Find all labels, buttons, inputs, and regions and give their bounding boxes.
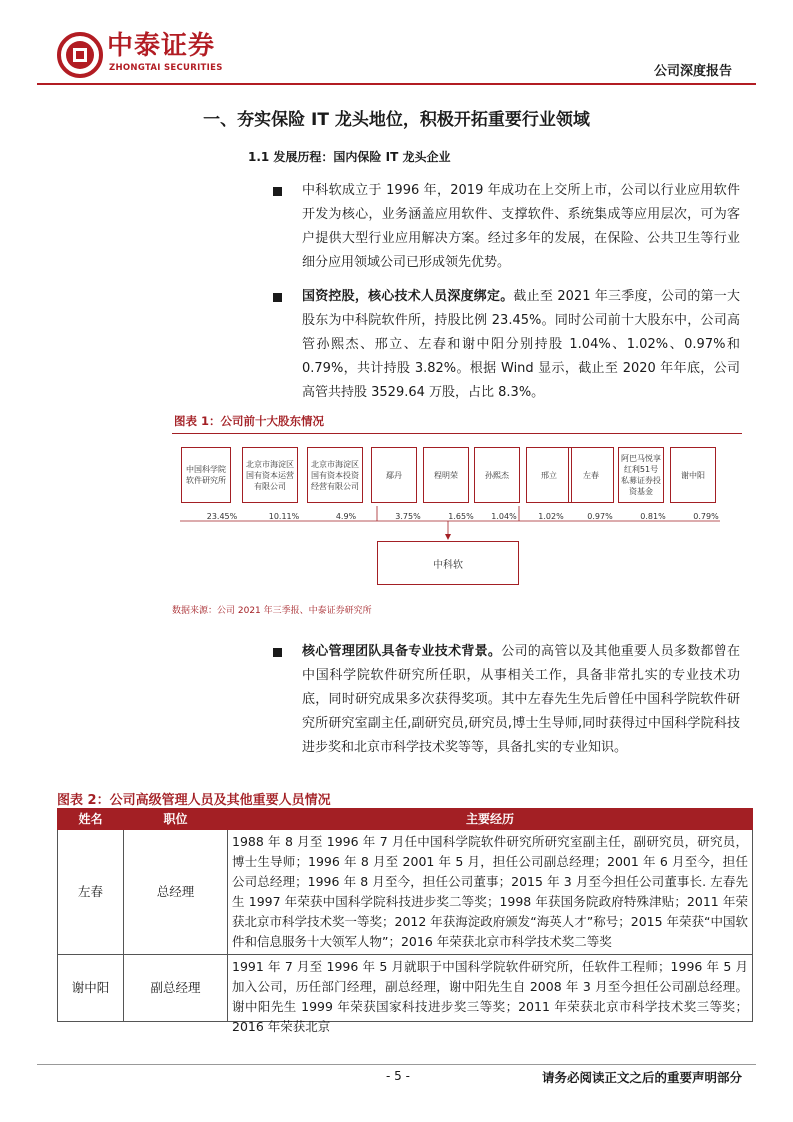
person-experience [228, 955, 753, 1034]
page-number: - 5 - [386, 1069, 410, 1083]
management-table [57, 808, 753, 1034]
shareholder-box: 程明荣 [423, 447, 469, 503]
shareholder-box: 鄢丹 [371, 447, 417, 503]
paragraph-management [302, 640, 740, 760]
table-row [58, 830, 753, 955]
shareholder-box: 北京市海淀区国有资本投资经营有限公司 [307, 447, 363, 503]
section-title: 一、夯实保险 IT 龙头地位，积极开拓重要行业领域 [203, 110, 590, 130]
paragraph-company-overview: 中科软成立于 1996 年，2019 年成功在上交所上市，公司以行业应用软件开发为核心，业务涵盖应用软件、支撑软件、系统集成等应用层次，可为客户提供大型行业应用解决方案。经过多年的发展，在保险、公共卫生等行业细分应用领域公司已形成领先优势。 [302, 183, 740, 270]
experience-text: 1991 年 7 月至 1996 年 5 月就职于中国科学院软件研究所，任软件工程师；1996 年 5 月加入公司，历任部门经理，副总经理，谢中阳先生自 2008 年 3 月至今担任公司副总经理。谢中阳先生 1999 年荣获国家科技进步奖三等奖；2011 年荣获北京市科学技术奖三等奖；2016 年荣获北京 [232, 959, 748, 1034]
brand-name-cn: 中泰证券 [107, 31, 216, 61]
shareholder-box: 北京市海淀区国有资本运营有限公司 [242, 447, 298, 503]
paragraph-body: 截止至 2021 年三季度，公司的第一大股东为中科院软件所，持股比例 23.45%。同时公司前十大股东中，公司高管孙熙杰、邢立、左春和谢中阳分别持股 1.04%、1.02%、0.97%和 0.79%，共计持股 3.82%。根据 Wind 显示，截止至 2020 年年底，公司高管共持股 3529.64 万股，占比 8.3%。 [302, 289, 740, 400]
person-position: 总经理 [124, 830, 228, 955]
target-company-box: 中科软 [377, 541, 519, 585]
bullet-icon [273, 648, 282, 657]
shareholder-box: 邢立 [526, 447, 572, 503]
shareholder-percent: 0.81% [640, 512, 666, 521]
person-name: 谢中阳 [58, 955, 124, 1022]
shareholder-percent: 3.75% [395, 512, 421, 521]
person-position: 副总经理 [124, 955, 228, 1022]
shareholder-box: 孙熙杰 [474, 447, 520, 503]
footer-disclaimer: 请务必阅读正文之后的重要声明部分 [541, 1070, 742, 1085]
footer-divider [37, 1064, 756, 1065]
table2-caption: 图表 2：公司高级管理人员及其他重要人员情况 [57, 793, 331, 808]
shareholder-box: 阿巴马悦享红利51号私募证券投资基金 [618, 447, 664, 503]
figure1-source: 数据来源：公司 2021 年三季报、中泰证券研究所 [172, 606, 372, 616]
table-header-row [58, 809, 753, 830]
person-experience: 1988 年 8 月至 1996 年 7 月任中国科学院软件研究所研究室副主任，副研究员，研究员，博士生导师；1996 年 8 月至 2001 年 5 月，担任公司副总经理；2001 年 6 月至今，担任公司总经理；1996 年 8 月至今，担任公司董事；2015 年 3 月至今担任公司董事长. 左春先生 1997 年荣获中国科学院科技进步奖二等奖；1998 年获国务院政府特殊津贴；2011 年荣获北京市科学技术奖一等奖；2012 年获海淀政府颁发“海英人才”称号；2015 年荣获“中国软件和信息服务十大领军人物”；2016 年荣获北京市科学技术奖二等奖 [228, 830, 753, 955]
shareholder-percent: 0.97% [587, 512, 613, 521]
table-header-cell: 职位 [124, 809, 228, 830]
paragraph-body: 公司的高管以及其他重要人员多数都曾在中国科学院软件研究所任职，从事相关工作，具备非常扎实的专业技术功底，同时研究成果多次获得奖项。其中左春先生先后曾任中国科学院软件研究所研究室副主任,副研究员,研究员,博士生导师,同时获得过中国科学院科技进步奖和北京市科学技术奖等等，具备扎实的专业知识。 [302, 644, 740, 755]
figure1-title: 图表 1：公司前十大股东情况 [174, 414, 325, 428]
shareholder-percent: 1.04% [491, 512, 517, 521]
document-type: 公司深度报告 [653, 64, 732, 79]
shareholder-percent: 23.45% [206, 512, 238, 521]
brand-name-en: ZHONGTAI SECURITIES [109, 63, 223, 73]
shareholder-percent: 0.79% [693, 512, 719, 521]
paragraph-lead: 国资控股，核心技术人员深度绑定。 [302, 289, 514, 304]
shareholder-percent: 10.11% [268, 512, 300, 521]
table-header-cell: 姓名 [58, 809, 124, 830]
subsection-title: 1.1 发展历程：国内保险 IT 龙头企业 [248, 150, 451, 164]
table-header-cell: 主要经历 [228, 809, 753, 830]
shareholder-percent: 1.65% [448, 512, 474, 521]
shareholder-box: 中国科学院软件研究所 [181, 447, 231, 503]
shareholder-percent: 1.02% [538, 512, 564, 521]
shareholder-percent: 4.9% [335, 512, 357, 521]
person-name: 左春 [58, 830, 124, 955]
shareholder-box: 左春 [568, 447, 614, 503]
shareholder-box: 谢中阳 [670, 447, 716, 503]
table-row [58, 955, 753, 1022]
paragraph-lead: 核心管理团队具备专业技术背景。 [302, 644, 502, 659]
